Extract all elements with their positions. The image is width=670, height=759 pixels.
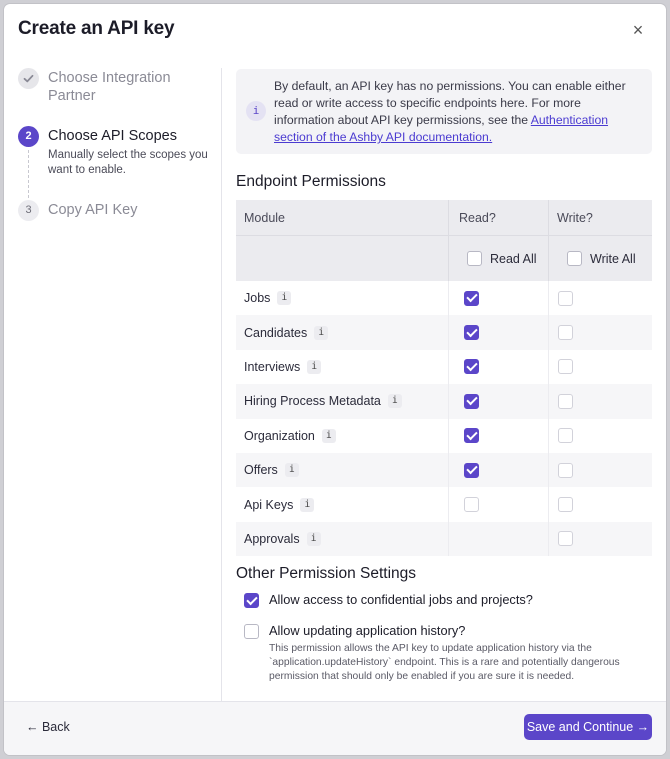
step-title: Choose API Scopes xyxy=(48,128,177,144)
write-cell xyxy=(548,281,652,315)
confidential-access-label: Allow access to confidential jobs and projects? xyxy=(269,592,533,607)
stepper xyxy=(18,68,214,224)
info-icon[interactable]: i xyxy=(388,394,402,408)
module-name: Organization xyxy=(244,428,315,443)
endpoint-permissions-heading: Endpoint Permissions xyxy=(236,173,386,190)
table-row xyxy=(236,315,652,349)
column-header-module: Module xyxy=(244,210,285,225)
table-row xyxy=(236,522,652,556)
write-cell xyxy=(548,487,652,521)
read-cell xyxy=(448,350,548,384)
module-cell xyxy=(236,350,448,384)
read-checkbox[interactable] xyxy=(464,359,479,374)
write-cell xyxy=(548,453,652,487)
module-cell xyxy=(236,384,448,418)
info-icon[interactable]: i xyxy=(307,360,321,374)
table-row xyxy=(236,487,652,521)
info-icon[interactable]: i xyxy=(322,429,336,443)
update-history-option xyxy=(244,623,644,684)
write-checkbox[interactable] xyxy=(558,359,573,374)
read-all-checkbox[interactable] xyxy=(467,251,482,266)
write-cell xyxy=(548,522,652,556)
table-header xyxy=(236,200,652,235)
info-body: By default, an API key has no permissions. You can enable either read or write access to specific endpoints here. For more information about API key permissions, see the xyxy=(274,79,626,127)
info-icon[interactable]: i xyxy=(285,463,299,477)
write-cell xyxy=(548,315,652,349)
step-choose-api-scopes xyxy=(18,126,214,200)
module-cell xyxy=(236,419,448,453)
info-icon[interactable]: i xyxy=(300,498,314,512)
read-cell xyxy=(448,281,548,315)
write-all-control[interactable] xyxy=(548,236,652,281)
create-api-key-modal xyxy=(4,4,666,755)
step-title: Copy API Key xyxy=(48,202,138,218)
table-row xyxy=(236,419,652,453)
module-cell xyxy=(236,487,448,521)
write-all-label: Write All xyxy=(590,251,636,266)
other-permission-settings-heading: Other Permission Settings xyxy=(236,565,417,582)
module-name: Approvals xyxy=(244,531,300,546)
module-name: Jobs xyxy=(244,291,271,306)
module-name: Interviews xyxy=(244,359,301,374)
step-connector xyxy=(28,150,29,198)
read-checkbox[interactable] xyxy=(464,291,479,306)
module-name: Api Keys xyxy=(244,497,294,512)
table-row xyxy=(236,281,652,315)
read-checkbox[interactable] xyxy=(464,428,479,443)
write-cell xyxy=(548,350,652,384)
table-bulk-row xyxy=(236,235,652,281)
read-cell xyxy=(448,315,548,349)
info-icon: i xyxy=(246,101,266,121)
write-cell xyxy=(548,419,652,453)
info-icon[interactable]: i xyxy=(307,532,321,546)
module-cell xyxy=(236,522,448,556)
read-checkbox[interactable] xyxy=(464,497,479,512)
write-cell xyxy=(548,384,652,418)
write-checkbox[interactable] xyxy=(558,428,573,443)
write-checkbox[interactable] xyxy=(558,463,573,478)
write-all-checkbox[interactable] xyxy=(567,251,582,266)
read-cell xyxy=(448,384,548,418)
read-cell xyxy=(448,487,548,521)
read-all-label: Read All xyxy=(490,251,537,266)
update-history-label: Allow updating application history? xyxy=(269,623,466,638)
documentation-link[interactable]: Authentication section of the Ashby API documentation. xyxy=(274,113,609,144)
step-choose-integration-partner xyxy=(18,68,214,126)
read-all-control[interactable] xyxy=(448,236,548,281)
step-number: 2 xyxy=(18,126,39,147)
table-row xyxy=(236,453,652,487)
module-name: Candidates xyxy=(244,325,308,340)
update-history-description: This permission allows the API key to update application history via the `application.updateHistory` endpoint. This is a rare and potentially dangerous permission that should only be enabled if you are sure it is needed. xyxy=(269,643,620,682)
save-and-continue-button[interactable]: Save and Continue → xyxy=(524,714,652,740)
info-icon[interactable]: i xyxy=(314,326,328,340)
step-description: Manually select the scopes you want to enable. xyxy=(48,149,208,176)
info-icon[interactable]: i xyxy=(277,291,291,305)
module-name: Offers xyxy=(244,463,278,478)
table-row xyxy=(236,350,652,384)
info-callout xyxy=(236,69,652,154)
step-title: Choose Integration Partner xyxy=(48,70,171,104)
back-button[interactable]: ← Back xyxy=(26,720,70,734)
table-row xyxy=(236,384,652,418)
column-header-read: Read? xyxy=(448,200,548,235)
modal-title: Create an API key xyxy=(18,18,175,39)
write-checkbox[interactable] xyxy=(558,531,573,546)
read-checkbox[interactable] xyxy=(464,463,479,478)
module-name: Hiring Process Metadata xyxy=(244,394,381,409)
checkmark-icon xyxy=(18,68,39,89)
module-cell xyxy=(236,453,448,487)
column-header-write: Write? xyxy=(548,200,652,235)
write-checkbox[interactable] xyxy=(558,325,573,340)
read-cell xyxy=(448,419,548,453)
permissions-table xyxy=(236,200,652,556)
close-icon[interactable]: × xyxy=(632,20,644,40)
update-history-checkbox[interactable] xyxy=(244,624,259,639)
info-text xyxy=(274,78,642,146)
module-cell xyxy=(236,281,448,315)
read-checkbox[interactable] xyxy=(464,394,479,409)
permissions-rows xyxy=(236,281,652,556)
modal-footer xyxy=(4,701,666,755)
write-checkbox[interactable] xyxy=(558,394,573,409)
read-cell xyxy=(448,453,548,487)
confidential-access-option xyxy=(244,592,644,608)
read-checkbox[interactable] xyxy=(464,325,479,340)
read-cell xyxy=(448,522,548,556)
step-copy-api-key xyxy=(18,200,214,224)
confidential-access-checkbox[interactable] xyxy=(244,593,259,608)
module-cell xyxy=(236,315,448,349)
step-number: 3 xyxy=(18,200,39,221)
write-checkbox[interactable] xyxy=(558,497,573,512)
write-checkbox[interactable] xyxy=(558,291,573,306)
divider xyxy=(221,68,222,702)
